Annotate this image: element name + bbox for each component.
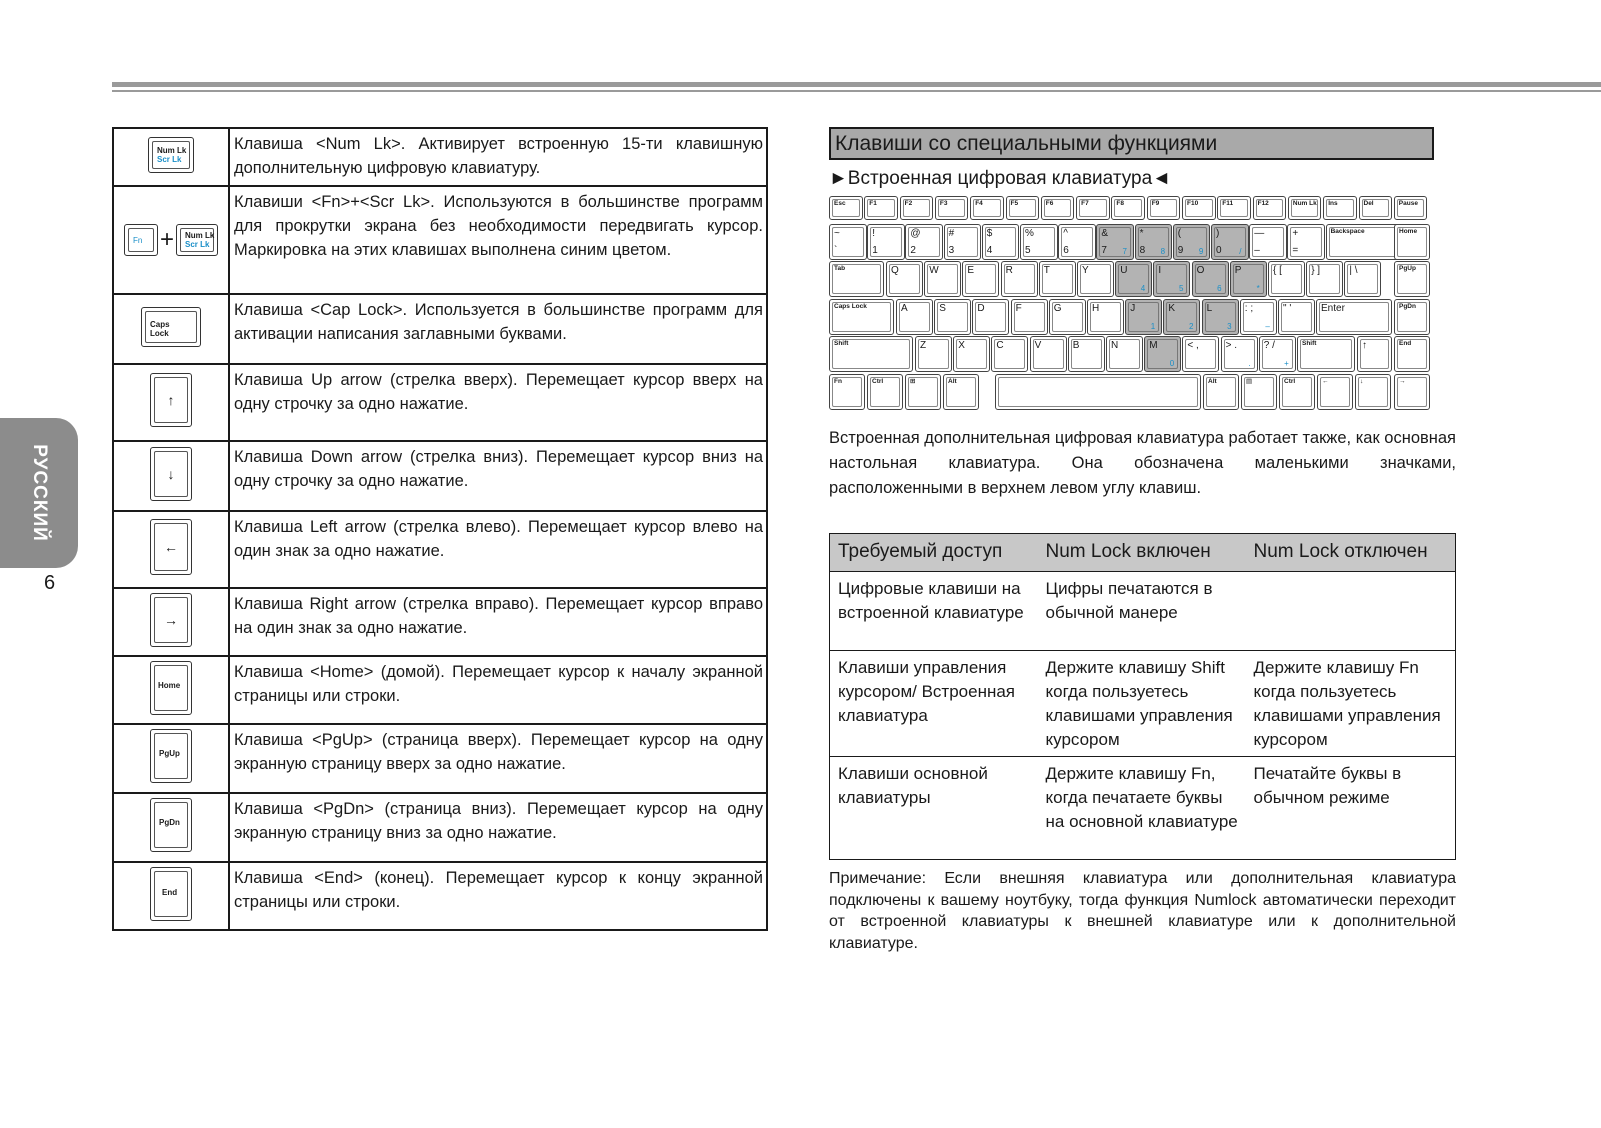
table-cell: Держите клавишу Fn когда пользуетесь клавишами управления курсором xyxy=(1246,651,1456,757)
section-title: Клавиши со специальными функциями xyxy=(829,127,1434,160)
keyboard-key: L 3 xyxy=(1202,299,1239,335)
key-description: Клавиша <Home> (домой). Перемещает курсор к началу экранной страницы или строки. xyxy=(229,656,767,724)
keyboard-key: Del xyxy=(1359,196,1393,220)
table-cell: Клавиши управления курсором/ Встроенная клавиатура xyxy=(830,651,1038,757)
table-row xyxy=(113,364,767,441)
keyboard-key: T xyxy=(1039,261,1076,297)
table-row xyxy=(830,572,1456,651)
keyboard-key: F6 xyxy=(1041,196,1075,220)
plus-icon: + xyxy=(159,226,174,253)
keyboard-key: ~ ` xyxy=(829,224,867,260)
keyboard-key: " ' xyxy=(1278,299,1315,335)
keyboard-key: O 6 xyxy=(1192,261,1229,297)
table-row xyxy=(113,588,767,656)
keyboard-key: C xyxy=(991,336,1028,372)
up-arrow-key-icon: ↑ xyxy=(150,373,192,427)
keyboard-key: Home xyxy=(1394,224,1430,260)
table-row xyxy=(113,128,767,186)
end-key-icon: End xyxy=(150,867,192,921)
keyboard-key: + = xyxy=(1287,224,1325,260)
keyboard-key xyxy=(995,374,1201,410)
column-header: Требуемый доступ xyxy=(830,534,1038,572)
keyboard-key: @ 2 xyxy=(905,224,943,260)
key-description: Клавиша <Num Lk>. Активирует встроенную 15-ти клавишную дополнительную цифровую клавиатуру. xyxy=(229,128,767,186)
keyboard-key: Y xyxy=(1077,261,1114,297)
keyboard-key: R xyxy=(1001,261,1038,297)
key-description: Клавиша <PgUp> (страница вверх). Перемещает курсор на одну экранную страницу вверх за одно нажатие. xyxy=(229,724,767,793)
table-row xyxy=(113,656,767,724)
description-paragraph: Встроенная дополнительная цифровая клавиатура работает также, как основная настольная клавиатура. Она обозначена маленькими значками, расположенными в верхнем левом углу клавиш. xyxy=(829,429,1456,497)
table-row xyxy=(113,294,767,364)
keyboard-key: I 5 xyxy=(1153,261,1190,297)
keyboard-key: F8 xyxy=(1111,196,1145,220)
language-tab-label: РУССКИЙ xyxy=(29,444,50,542)
keyboard-key: ▤ xyxy=(1241,374,1277,410)
keyboard-key: F5 xyxy=(1006,196,1040,220)
table-cell: Цифровые клавиши на встроенной клавиатуре xyxy=(830,572,1038,651)
section-subtitle: ►Встроенная цифровая клавиатура◄ xyxy=(829,168,1171,189)
keyboard-key: F xyxy=(1011,299,1048,335)
table-header-row xyxy=(830,534,1456,572)
keyboard-key: } ] xyxy=(1306,261,1343,297)
keyboard-key: > . . xyxy=(1221,336,1258,372)
top-rule-thin xyxy=(112,90,1601,92)
keyboard-key: G xyxy=(1049,299,1086,335)
keyboard-key: Z xyxy=(915,336,952,372)
keyboard-key: J 1 xyxy=(1125,299,1162,335)
keyboard-key: Enter xyxy=(1316,299,1392,335)
keyboard-key: ( 9 9 xyxy=(1173,224,1211,260)
table-cell: Держите клавишу Fn, когда печатаете буквы на основной клавиатуре xyxy=(1038,757,1246,860)
keyboard-key: F4 xyxy=(970,196,1004,220)
keyboard-key: Backspace xyxy=(1326,224,1400,260)
keyboard-key: V xyxy=(1030,336,1067,372)
keyboard-key: Alt xyxy=(1203,374,1239,410)
keyboard-key: S xyxy=(934,299,971,335)
keyboard-key: F3 xyxy=(935,196,969,220)
table-cell: Печатайте буквы в обычном режиме xyxy=(1246,757,1456,860)
table-cell: Цифры печатаются в обычной манере xyxy=(1038,572,1246,651)
keyboard-key: $ 4 xyxy=(982,224,1020,260)
key-description: Клавиши <Fn>+<Scr Lk>. Используются в большинстве программ для прокрутки экрана без необходимости передвигать курсор. Маркировка на этих клавишах выполнена синим цветом. xyxy=(229,186,767,294)
keyboard-key: Esc xyxy=(829,196,863,220)
keyboard-key: F7 xyxy=(1076,196,1110,220)
table-row xyxy=(830,651,1456,757)
top-rule xyxy=(112,82,1601,87)
keyboard-key: A xyxy=(896,299,933,335)
key-description: Клавиша <End> (конец). Перемещает курсор к концу экранной страницы или строки. xyxy=(229,862,767,930)
keyboard-key: F9 xyxy=(1147,196,1181,220)
numlk-key-icon: Num Lk Scr Lk xyxy=(148,137,194,173)
keyboard-key: ) 0 / xyxy=(1211,224,1249,260)
key-description: Клавиша Right arrow (стрелка вправо). Перемещает курсор вправо на один знак за одно нажатие. xyxy=(229,588,767,656)
pgup-key-icon: PgUp xyxy=(150,729,192,783)
keyboard-key: M 0 xyxy=(1144,336,1181,372)
table-row xyxy=(113,793,767,862)
fn-key-icon: Fn xyxy=(124,224,158,256)
keyboard-key: U 4 xyxy=(1115,261,1152,297)
keyboard-diagram xyxy=(829,196,1430,412)
keyboard-key: | \ xyxy=(1344,261,1381,297)
keyboard-key: # 3 xyxy=(944,224,982,260)
keyboard-key: ^ 6 xyxy=(1058,224,1096,260)
table-row xyxy=(113,724,767,793)
keyboard-key: W xyxy=(924,261,961,297)
keyboard-key: Pause xyxy=(1394,196,1428,220)
keyboard-key: H xyxy=(1087,299,1124,335)
keyboard-key: F12 xyxy=(1253,196,1287,220)
keyboard-key: Ctrl xyxy=(1279,374,1315,410)
keyboard-key: — – xyxy=(1249,224,1287,260)
keyboard-key: P * xyxy=(1230,261,1267,297)
keyboard-key: ↑ xyxy=(1357,336,1392,372)
keyboard-key: D xyxy=(972,299,1009,335)
keyboard-key: N xyxy=(1106,336,1143,372)
keyboard-key: * 8 8 xyxy=(1135,224,1173,260)
keyboard-key: Shift xyxy=(829,336,913,372)
key-description: Клавиша Up arrow (стрелка вверх). Перемещает курсор вверх на одну строчку за одно нажатие. xyxy=(229,364,767,441)
keyboard-key: ⊞ xyxy=(905,374,941,410)
keyboard-key: % 5 xyxy=(1020,224,1058,260)
key-description: Клавиша Left arrow (стрелка влево). Перемещает курсор влево на один знак за одно нажатие. xyxy=(229,511,767,588)
keyboard-key: { [ xyxy=(1268,261,1305,297)
keyboard-key: X xyxy=(953,336,990,372)
keyboard-key: Q xyxy=(886,261,923,297)
scrlk-key-icon: Num Lk Scr Lk xyxy=(176,224,218,256)
column-header: Num Lock отключен xyxy=(1246,534,1456,572)
keyboard-key: Ctrl xyxy=(867,374,903,410)
keyboard-key: Caps Lock xyxy=(829,299,894,335)
keyboard-key: F10 xyxy=(1182,196,1216,220)
numlock-table xyxy=(829,533,1456,860)
keyboard-key: Num Lk xyxy=(1288,196,1322,220)
keyboard-key: PgUp xyxy=(1394,261,1430,297)
keyboard-key: F2 xyxy=(900,196,934,220)
language-tab xyxy=(0,418,78,568)
right-arrow-key-icon: → xyxy=(150,593,192,647)
left-arrow-key-icon: ← xyxy=(150,519,192,575)
keyboard-key: Ins xyxy=(1323,196,1357,220)
note-text: Примечание: Если внешняя клавиатура или дополнительная клавиатура подключены к вашему ноутбуку, тогда функция Numlock автоматически переходит от встроенной клавиатуры к внешней клавиатуре или к дополнительной клавиатуре. xyxy=(829,870,1456,952)
table-row xyxy=(113,441,767,511)
table-cell: Держите клавишу Shift когда пользуетесь клавишами управления курсором xyxy=(1038,651,1246,757)
keyboard-key: Shift xyxy=(1297,336,1355,372)
keyboard-key: Alt xyxy=(943,374,979,410)
key-description: Клавиша <Cap Lock>. Используется в большинстве программ для активации написания заглавными буквами. xyxy=(229,294,767,364)
keyboard-key: → xyxy=(1394,374,1430,410)
table-cell xyxy=(1246,572,1456,651)
home-key-icon: Home xyxy=(150,661,192,715)
key-description: Клавиша Down arrow (стрелка вниз). Перемещает курсор вниз на одну строчку за одно нажатие. xyxy=(229,441,767,511)
keyboard-key: ? / + xyxy=(1259,336,1296,372)
keyboard-key: Fn xyxy=(829,374,865,410)
keyboard-key: : ; – xyxy=(1240,299,1277,335)
down-arrow-key-icon: ↓ xyxy=(150,447,192,501)
keyboard-key: ← xyxy=(1317,374,1353,410)
keyboard-key: K 2 xyxy=(1163,299,1200,335)
keyboard-key: PgDn xyxy=(1394,299,1430,335)
keyboard-key: ! 1 xyxy=(867,224,905,260)
keyboard-key: F1 xyxy=(864,196,898,220)
keyboard-key: Tab xyxy=(829,261,884,297)
keyboard-key: < , xyxy=(1182,336,1219,372)
table-cell: Клавиши основной клавиатуры xyxy=(830,757,1038,860)
key-description: Клавиша <PgDn> (страница вниз). Перемещает курсор на одну экранную страницу вниз за одно нажатие. xyxy=(229,793,767,862)
keyboard-key: F11 xyxy=(1217,196,1251,220)
table-row xyxy=(113,862,767,930)
key-description-table xyxy=(112,127,768,931)
table-row xyxy=(113,511,767,588)
table-row xyxy=(830,757,1456,860)
table-row xyxy=(113,186,767,294)
keyboard-key: B xyxy=(1068,336,1105,372)
page-number: 6 xyxy=(44,572,56,594)
pgdn-key-icon: PgDn xyxy=(150,798,192,852)
keyboard-key: ↓ xyxy=(1355,374,1391,410)
keyboard-key: End xyxy=(1394,336,1430,372)
keyboard-key: E xyxy=(962,261,999,297)
keyboard-key: & 7 7 xyxy=(1096,224,1134,260)
column-header: Num Lock включен xyxy=(1038,534,1246,572)
caps-lock-key-icon: Caps Lock xyxy=(141,307,201,347)
